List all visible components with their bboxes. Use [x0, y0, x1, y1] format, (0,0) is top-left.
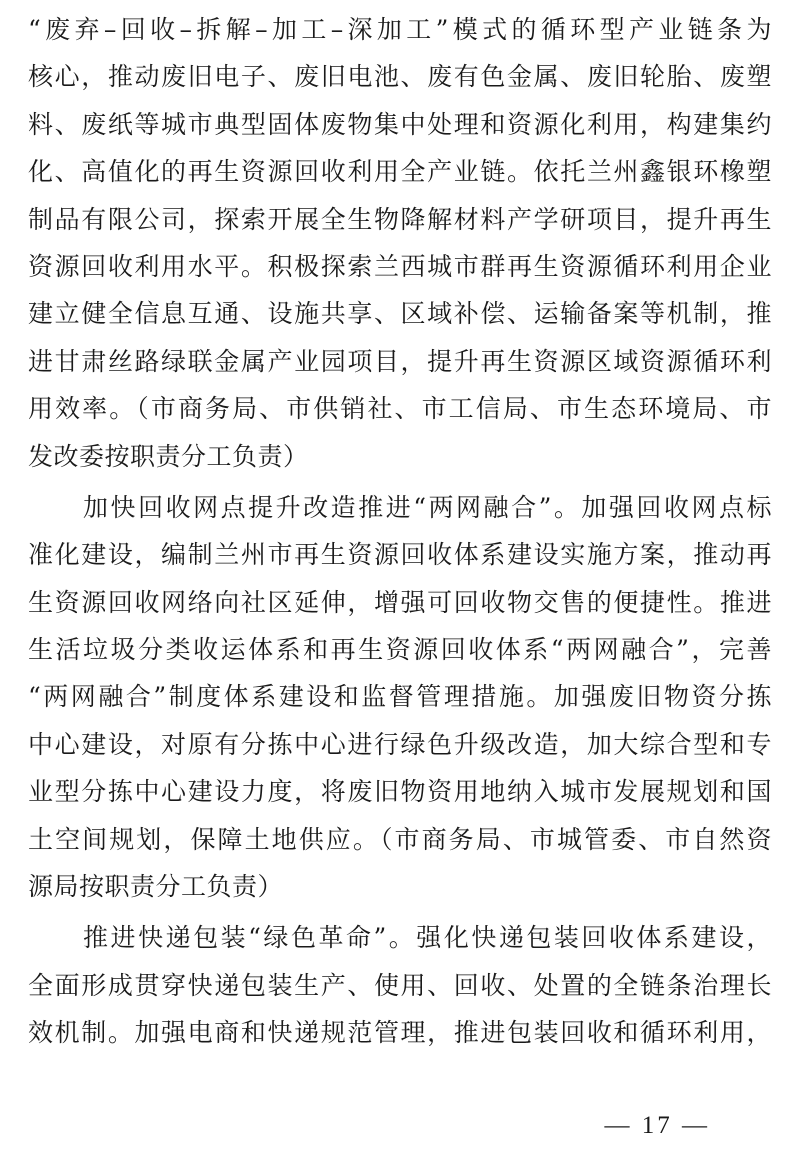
paragraph-express-packaging [28, 914, 772, 1056]
paragraph-recycling-network [28, 484, 772, 911]
text-line: 发改委按职责分工负责） [28, 441, 309, 471]
text-line: 制品有限公司，探索开展全生物降解材料产学研项目，提升再生 [28, 204, 772, 234]
text-line: 生活垃圾分类收运体系和再生资源回收体系“两网融合”，完善 [28, 635, 772, 665]
text-line: 化、高值化的再生资源回收利用全产业链。依托兰州鑫银环橡塑 [28, 157, 772, 187]
text-line: 建立健全信息互通、设施共享、区域补偿、运输备案等机制，推 [28, 299, 772, 329]
text-line: 进甘肃丝路绿联金属产业园项目，提升再生资源区域资源循环利 [28, 346, 772, 376]
text-line: “两网融合”制度体系建设和监督管理措施。加强废旧物资分拣 [28, 682, 772, 712]
text-line: 推进快递包装“绿色革命”。强化快递包装回收体系建设， [28, 923, 772, 953]
text-line: 全面形成贯穿快递包装生产、使用、回收、处置的全链条治理长 [28, 970, 772, 1000]
text-line: 料、废纸等城市典型固体废物集中处理和资源化利用，构建集约 [28, 109, 772, 139]
text-line: 用效率。（市商务局、市供销社、市工信局、市生态环境局、市 [28, 394, 772, 424]
text-line: 资源回收利用水平。积极探索兰西城市群再生资源循环利用企业 [28, 251, 772, 281]
page-number: — 17 — [604, 1112, 710, 1139]
document-body [28, 6, 772, 1057]
text-line: 准化建设，编制兰州市再生资源回收体系建设实施方案，推动再 [28, 540, 772, 570]
text-line: 业型分拣中心建设力度，将废旧物资用地纳入城市发展规划和国 [28, 777, 772, 807]
text-line: 土空间规划，保障土地供应。（市商务局、市城管委、市自然资 [28, 824, 772, 854]
paragraph-recycling-chain [28, 6, 772, 480]
text-line: 生资源回收网络向社区延伸，增强可回收物交售的便捷性。推进 [28, 587, 772, 617]
text-line: 核心，推动废旧电子、废旧电池、废有色金属、废旧轮胎、废塑 [28, 62, 772, 92]
text-line: 源局按职责分工负责） [28, 872, 284, 902]
text-line: “废弃–回收–拆解–加工–深加工”模式的循环型产业链条为 [28, 15, 772, 44]
text-line: 效机制。加强电商和快递规范管理，推进包装回收和循环利用， [28, 1018, 772, 1048]
text-line: 加快回收网点提升改造推进“两网融合”。加强回收网点标 [28, 492, 772, 522]
text-line: 中心建设，对原有分拣中心进行绿色升级改造，加大综合型和专 [28, 729, 772, 759]
